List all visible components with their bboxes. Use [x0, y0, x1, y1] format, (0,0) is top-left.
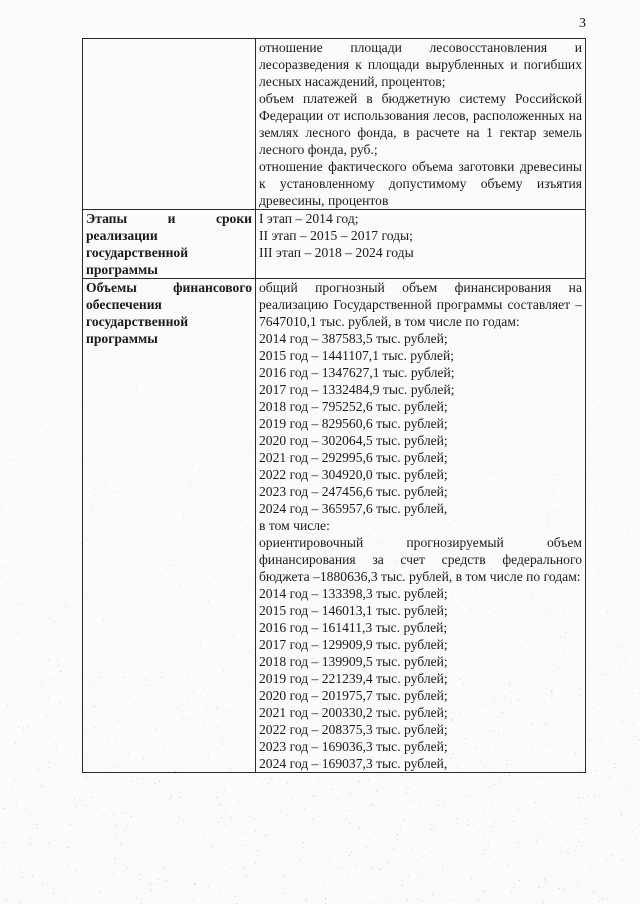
indicator-paragraph: объем платежей в бюджетную систему Российской Федерации от использования лесов, расположенных на землях лесного фонда, в расчете на 1 гектар земель лесного фонда, руб.; — [259, 91, 582, 157]
federal-funding-intro: ориентировочный прогнозируемый объем финансирования за счет средств федерального бюджета –1880636,3 тыс. рублей, в том числе по годам: — [259, 535, 582, 584]
funding-year-line: 2022 год – 304920,0 тыс. рублей; — [259, 467, 448, 482]
federal-year-line: 2020 год – 201975,7 тыс. рублей; — [259, 688, 448, 703]
stages-label: Этапы и сроки реализации государственной программы — [83, 210, 256, 279]
funding-year-line: 2024 год – 365957,6 тыс. рублей, — [259, 501, 448, 516]
federal-year-line: 2018 год – 139909,5 тыс. рублей; — [259, 654, 448, 669]
table-row — [83, 39, 586, 210]
indicator-paragraph: отношение фактического объема заготовки древесины к установленному допустимому объему изъятия древесины, процентов — [259, 159, 582, 208]
including-line: в том числе: — [259, 518, 330, 533]
funding-year-line: 2015 год – 1441107,1 тыс. рублей; — [259, 348, 454, 363]
indicators-cell — [256, 39, 586, 210]
page-number: 3 — [579, 16, 586, 31]
funding-cell — [256, 279, 586, 773]
federal-year-line: 2015 год – 146013,1 тыс. рублей; — [259, 603, 448, 618]
funding-year-line: 2023 год – 247456,6 тыс. рублей; — [259, 484, 448, 499]
stage-line: II этап – 2015 – 2017 годы; — [259, 228, 413, 243]
funding-intro: общий прогнозный объем финансирования на реализацию Государственной программы составляет – 7647010,1 тыс. рублей, в том числе по годам: — [259, 280, 582, 329]
funding-label: Объемы финансового обеспечения государственной программы — [83, 279, 256, 773]
stage-line: I этап – 2014 год; — [259, 211, 359, 226]
federal-year-line: 2017 год – 129909,9 тыс. рублей; — [259, 637, 448, 652]
indicator-paragraph: отношение площади лесовосстановления и лесоразведения к площади вырубленных и погибших лесных насаждений, процентов; — [259, 40, 582, 89]
table-row — [83, 210, 586, 279]
funding-year-line: 2014 год – 387583,5 тыс. рублей; — [259, 331, 448, 346]
table-row — [83, 279, 586, 773]
stage-line: III этап – 2018 – 2024 годы — [259, 245, 414, 260]
federal-year-line: 2022 год – 208375,3 тыс. рублей; — [259, 722, 448, 737]
stages-cell — [256, 210, 586, 279]
funding-year-line: 2020 год – 302064,5 тыс. рублей; — [259, 433, 448, 448]
federal-year-line: 2014 год – 133398,3 тыс. рублей; — [259, 586, 448, 601]
federal-year-line: 2023 год – 169036,3 тыс. рублей; — [259, 739, 448, 754]
funding-year-line: 2019 год – 829560,6 тыс. рублей; — [259, 416, 448, 431]
row-label-empty — [83, 39, 256, 210]
funding-year-line: 2017 год – 1332484,9 тыс. рублей; — [259, 382, 455, 397]
program-passport-table — [82, 38, 586, 773]
federal-year-line: 2021 год – 200330,2 тыс. рублей; — [259, 705, 448, 720]
funding-year-line: 2016 год – 1347627,1 тыс. рублей; — [259, 365, 455, 380]
federal-year-line: 2024 год – 169037,3 тыс. рублей, — [259, 756, 448, 771]
federal-year-line: 2016 год – 161411,3 тыс. рублей; — [259, 620, 448, 635]
funding-year-line: 2021 год – 292995,6 тыс. рублей; — [259, 450, 448, 465]
federal-year-line: 2019 год – 221239,4 тыс. рублей; — [259, 671, 448, 686]
funding-year-line: 2018 год – 795252,6 тыс. рублей; — [259, 399, 448, 414]
